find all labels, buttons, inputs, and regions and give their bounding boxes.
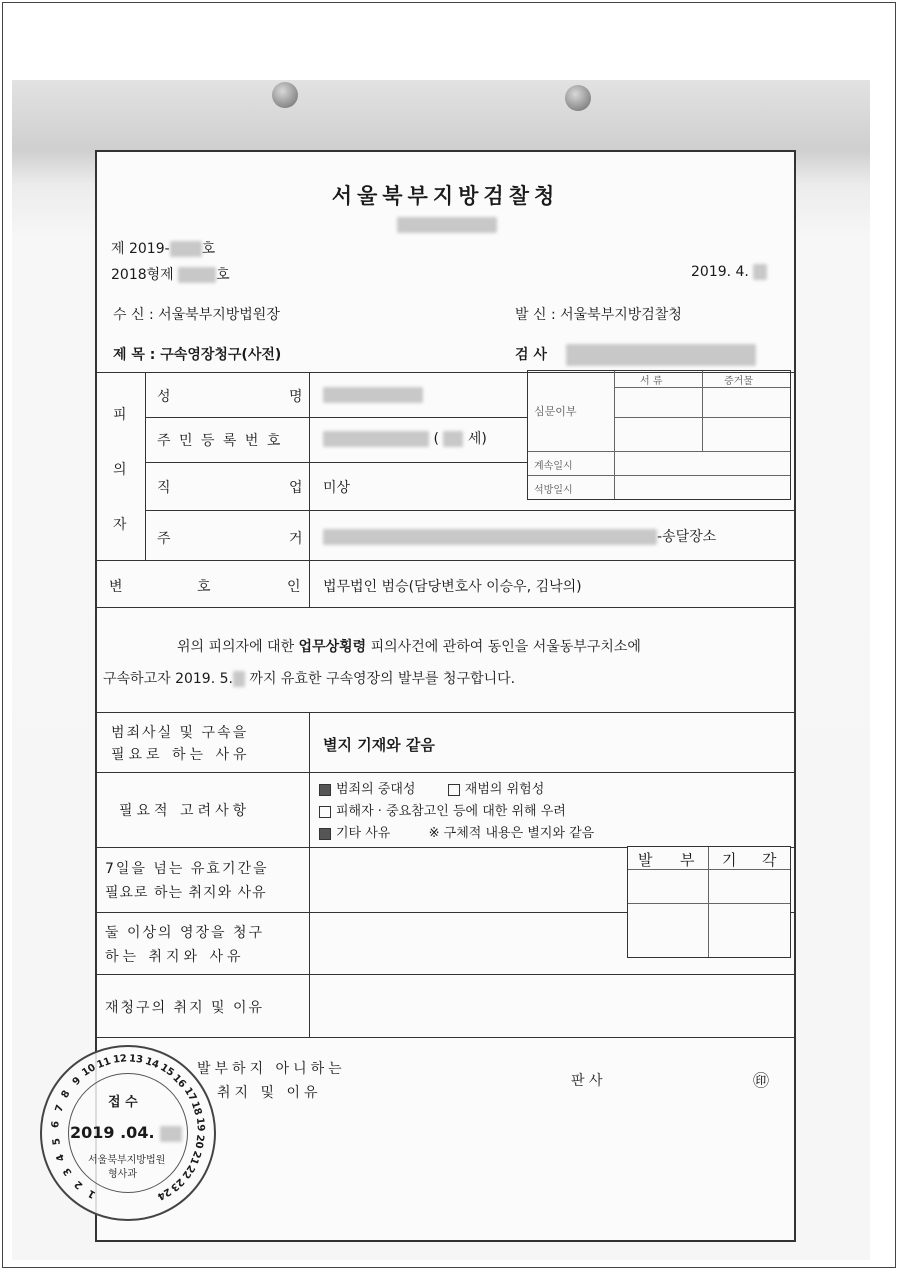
stamp-number: 21 — [187, 1148, 203, 1166]
checkbox-checked-icon — [319, 784, 331, 796]
reject-char-1: 기 — [722, 851, 737, 869]
doc-number — [111, 238, 215, 258]
col-documents: 서 류 — [640, 376, 663, 387]
table-rule — [528, 451, 790, 452]
stamp-number: 1 — [86, 1187, 98, 1201]
issue-date-text: 2019. 4. — [691, 264, 749, 280]
stamp-number: 24 — [155, 1185, 173, 1203]
seven-day-label-1: 7일을 넘는 유효기간을 — [105, 861, 269, 877]
office-title: 서울북부지방검찰청 — [331, 184, 560, 208]
lawyer-label-b: 호 — [197, 579, 211, 595]
stamp-date — [70, 1123, 182, 1142]
reject-label-2: 취지 및 이유 — [217, 1085, 322, 1101]
table-rule — [628, 903, 790, 904]
job-value: 미상 — [323, 480, 351, 496]
crime-value: 별지 기재와 같음 — [323, 736, 435, 754]
consider-label: 필요적 고려사항 — [119, 803, 251, 819]
sender-label: 발 신 : — [515, 307, 556, 323]
reject-char-2: 각 — [762, 851, 777, 869]
table-rule — [309, 560, 310, 607]
col-evidence: 증거물 — [724, 376, 753, 387]
stamp-number: 20 — [192, 1133, 206, 1149]
multi-label-1: 둘 이상의 영장을 청구 — [105, 925, 265, 941]
redacted-block — [170, 241, 202, 257]
stamp-date-text: 2019 .04. — [70, 1123, 155, 1142]
multi-label-2: 하는 취지와 사유 — [105, 949, 245, 965]
job-label-a: 직 — [157, 480, 171, 496]
issue-reject-box — [627, 846, 791, 958]
row-release-time: 석방일시 — [534, 485, 573, 496]
stamp-number: 12 — [112, 1053, 128, 1067]
redacted-block — [397, 217, 497, 233]
subject-value: 구속영장청구(사전) — [160, 347, 282, 363]
table-rule — [97, 712, 794, 713]
body-line-2 — [103, 668, 515, 688]
stamp-number: 15 — [157, 1062, 176, 1080]
stamp-number: 9 — [70, 1074, 83, 1088]
table-rule — [708, 847, 709, 957]
stamp-number: 8 — [59, 1088, 73, 1100]
stamp-number: 19 — [193, 1117, 206, 1133]
case-number — [111, 264, 230, 284]
lawyer-value: 법무법인 범승(담당변호사 이승우, 김낙의) — [323, 579, 582, 595]
offense-name: 업무상횡령 — [298, 639, 367, 655]
age-suffix: 세) — [467, 431, 487, 447]
doc-number-suffix: 호 — [201, 241, 216, 257]
consider-line-2 — [319, 800, 566, 819]
doc-number-prefix: 제 2019- — [111, 241, 170, 257]
prosecutor — [515, 344, 756, 366]
redacted-block — [443, 431, 463, 447]
warrant-document — [95, 150, 796, 1242]
table-rule — [145, 510, 794, 511]
address-suffix: -송달장소 — [657, 529, 717, 545]
recipient — [113, 304, 280, 324]
table-rule — [97, 974, 794, 975]
issue-char-2: 부 — [680, 851, 695, 869]
table-rule — [145, 462, 527, 463]
processing-table — [527, 370, 791, 500]
lawyer-label-c: 인 — [287, 579, 301, 595]
stamp-number: 16 — [170, 1072, 189, 1090]
table-rule — [528, 475, 790, 476]
lawyer-label-a: 변 — [109, 579, 123, 595]
consider-item-1: 범죄의 중대성 — [336, 782, 416, 797]
prosecutor-label: 검 사 — [515, 347, 547, 363]
stamp-number: 17 — [181, 1085, 198, 1103]
stamp-number: 13 — [128, 1053, 144, 1067]
table-rule — [145, 417, 527, 418]
rrn-value — [323, 428, 487, 448]
table-rule — [309, 712, 310, 1037]
reject-label-1: 발부하지 아니하는 — [197, 1061, 346, 1077]
consider-note: ※ 구체적 내용은 별지와 같음 — [428, 826, 595, 841]
body-line-1 — [177, 636, 641, 656]
consider-line-3 — [319, 822, 594, 841]
sender — [515, 304, 682, 324]
recipient-value: 서울북부지방법원장 — [158, 307, 280, 323]
address-label-a: 주 — [157, 531, 171, 547]
table-rule — [97, 607, 794, 608]
consider-line-1 — [319, 778, 544, 797]
reclaim-label: 재청구의 취지 및 이유 — [105, 1000, 265, 1016]
consider-item-3: 피해자 · 중요참고인 등에 대한 위해 우려 — [336, 804, 566, 819]
crime-label-1: 범죄사실 및 구속을 — [111, 725, 249, 741]
subject-label: 제 목 : — [113, 347, 156, 363]
row-hold-time: 계속일시 — [534, 461, 573, 472]
consider-item-2: 재범의 위험성 — [464, 782, 545, 797]
stamp-number: 6 — [50, 1120, 63, 1129]
stamp-number: 4 — [54, 1151, 68, 1163]
stamp-number: 7 — [53, 1103, 66, 1114]
table-rule — [145, 372, 146, 560]
redacted-block — [178, 267, 216, 283]
stamp-top: 접 수 — [108, 1095, 138, 1110]
issue-char-1: 발 — [638, 851, 653, 869]
table-rule — [97, 1037, 794, 1038]
redacted-block — [753, 264, 767, 280]
subject — [113, 344, 281, 364]
body-line-2-prefix: 구속하고자 2019. 5. — [103, 671, 233, 687]
stamp-org: 서울북부지방법원 — [88, 1155, 166, 1166]
stamp-number: 14 — [143, 1056, 161, 1072]
checkbox-empty-icon — [319, 806, 331, 818]
address-value — [323, 526, 716, 546]
checkbox-empty-icon — [448, 784, 460, 796]
table-rule — [702, 371, 703, 451]
pushpin-icon — [272, 82, 298, 108]
job-label-b: 업 — [289, 480, 303, 496]
body-line-1-prefix: 위의 피의자에 대한 — [177, 639, 299, 655]
judge-label: 판 사 — [571, 1073, 603, 1089]
seven-day-label-2: 필요로 하는 취지와 사유 — [105, 885, 267, 901]
table-rule — [309, 372, 310, 560]
stamp-dept: 형사과 — [108, 1169, 137, 1180]
crime-label-2: 필요로 하는 사유 — [111, 747, 251, 763]
table-rule — [614, 387, 790, 388]
address-label-b: 거 — [289, 531, 303, 547]
age-open: ( — [433, 431, 439, 447]
issue-date — [691, 264, 767, 280]
stamp-number: 10 — [80, 1062, 99, 1080]
stamp-number: 23 — [168, 1175, 186, 1193]
table-rule — [97, 772, 794, 773]
case-number-prefix: 2018형제 — [111, 267, 174, 283]
suspect-label-2: 의 — [113, 462, 127, 478]
received-stamp — [40, 1045, 216, 1221]
redacted-block — [160, 1126, 182, 1142]
table-rule — [97, 560, 794, 561]
redacted-block — [566, 344, 756, 366]
name-label-b: 명 — [289, 389, 303, 405]
body-line-2-suffix: 까지 유효한 구속영장의 발부를 청구합니다. — [244, 671, 516, 687]
redacted-block — [323, 529, 657, 545]
row-review: 심문이부 — [534, 405, 577, 418]
rrn-label: 주 민 등 록 번 호 — [157, 433, 283, 449]
case-number-suffix: 호 — [216, 267, 230, 283]
redacted-block — [323, 387, 423, 403]
stamp-number: 18 — [188, 1100, 204, 1118]
suspect-label-1: 피 — [113, 407, 127, 423]
stamp-number: 5 — [50, 1137, 63, 1146]
redacted-block — [233, 671, 245, 687]
stamp-number: 22 — [179, 1162, 197, 1181]
suspect-label-3: 자 — [113, 517, 127, 533]
body-line-1-suffix: 피의사건에 관하여 동인을 서울동부구치소에 — [366, 639, 641, 655]
table-rule — [614, 417, 790, 418]
stamp-number: 2 — [72, 1177, 86, 1191]
redacted-block — [323, 431, 429, 447]
recipient-label: 수 신 : — [113, 307, 154, 323]
checkbox-checked-icon — [319, 828, 331, 840]
consider-item-4: 기타 사유 — [336, 826, 391, 841]
table-rule — [614, 371, 615, 499]
seal-mark: ㊞ — [753, 1071, 770, 1090]
stamp-number: 3 — [61, 1165, 75, 1178]
stamp-number: 11 — [95, 1056, 113, 1072]
sender-value: 서울북부지방검찰청 — [560, 307, 682, 323]
pushpin-icon — [565, 85, 591, 111]
name-label-a: 성 — [157, 389, 171, 405]
